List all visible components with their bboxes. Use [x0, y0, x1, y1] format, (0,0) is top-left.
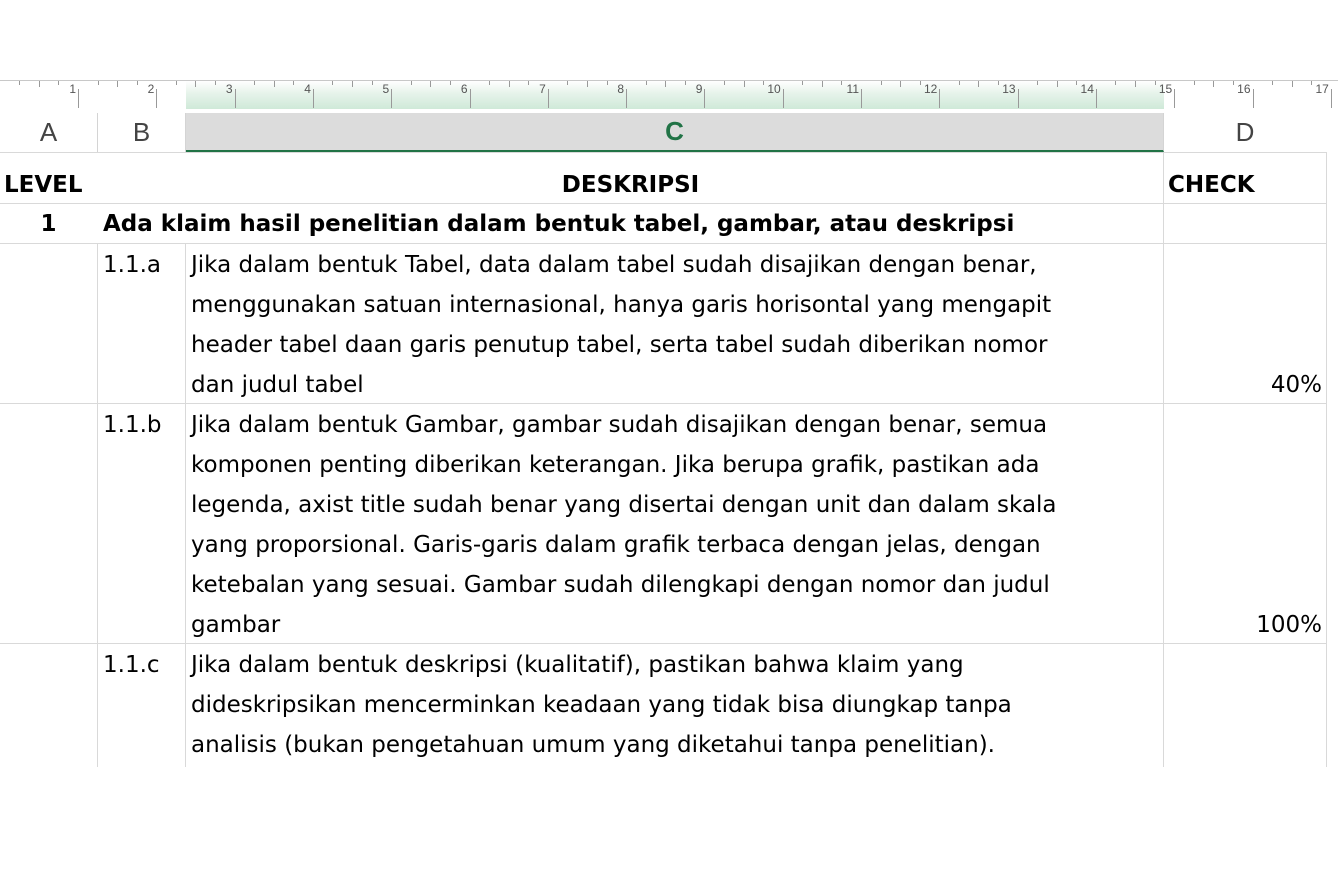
ruler-number: 8 [617, 82, 625, 96]
desc-line: analisis (bukan pengetahuan umum yang diketahui tanpa penelitian). [191, 732, 995, 758]
ruler-number: 9 [695, 82, 703, 96]
ruler-minor-tick [1292, 81, 1293, 87]
grid-line [1326, 152, 1327, 767]
ruler-minor-tick [881, 81, 882, 85]
ruler-minor-tick [763, 81, 764, 85]
header-deskripsi[interactable]: DESKRIPSI [561, 172, 700, 198]
row-desc-1-1-b[interactable] [191, 405, 1057, 645]
ruler-minor-tick [587, 81, 588, 87]
ruler-minor-tick [998, 81, 999, 85]
row-check-1-1-a[interactable]: 40% [1270, 372, 1322, 398]
desc-line: ketebalan yang sesuai. Gambar sudah dilengkapi dengan nomor dan judul [191, 572, 1050, 598]
row-code-1-1-b[interactable]: 1.1.b [103, 412, 162, 438]
row-check-1-1-b[interactable]: 100% [1256, 612, 1322, 638]
ruler-number: 5 [382, 82, 390, 96]
ruler-minor-tick [802, 81, 803, 85]
ruler-minor-tick [920, 81, 921, 85]
column-header-d[interactable] [1164, 113, 1326, 152]
ruler-minor-tick [509, 81, 510, 87]
desc-line: komponen penting diberikan keterangan. Jika berupa grafik, pastikan ada [191, 452, 1040, 478]
ruler-tick [861, 89, 862, 108]
ruler-minor-tick [1155, 81, 1156, 85]
ruler-tick [235, 89, 236, 108]
ruler-tick [783, 89, 784, 108]
ruler-number: 1 [69, 82, 76, 96]
ruler-tick [1253, 89, 1254, 108]
ruler-minor-tick [1213, 81, 1214, 87]
ruler-number: 6 [460, 82, 468, 96]
column-header-label: B [132, 117, 151, 147]
desc-line: dideskripsikan mencerminkan keadaan yang tidak bisa diungkap tanpa [191, 692, 1012, 718]
ruler-minor-tick [646, 81, 647, 85]
ruler-tick [1018, 89, 1019, 108]
ruler-minor-tick [58, 81, 59, 85]
ruler-tick [1331, 89, 1332, 108]
desc-line: header tabel daan garis penutup tabel, serta tabel sudah diberikan nomor [191, 332, 1048, 358]
ruler-minor-tick [822, 81, 823, 87]
ruler-tick [470, 89, 471, 108]
ruler-minor-tick [39, 81, 40, 87]
ruler-minor-tick [1272, 81, 1273, 85]
row-code-1-1-c[interactable]: 1.1.c [103, 652, 160, 678]
ruler-minor-tick [841, 81, 842, 85]
ruler-minor-tick [215, 81, 216, 85]
ruler-minor-tick [411, 81, 412, 85]
ruler-number: 12 [923, 82, 938, 96]
ruler-minor-tick [528, 81, 529, 85]
ruler-minor-tick [724, 81, 725, 85]
ruler-tick [626, 89, 627, 108]
column-header-label: A [39, 117, 58, 147]
desc-line: gambar [191, 612, 281, 638]
ruler-tick [939, 89, 940, 108]
desc-line: Jika dalam bentuk Gambar, gambar sudah disajikan dengan benar, semua [191, 412, 1048, 438]
grid-line [185, 243, 186, 767]
ruler-number: 10 [767, 82, 781, 96]
ruler-minor-tick [176, 81, 177, 85]
ruler-minor-tick [607, 81, 608, 85]
ruler-tick [391, 89, 392, 108]
desc-line: Jika dalam bentuk deskripsi (kualitatif), pastikan bahwa klaim yang [191, 652, 964, 678]
section-level[interactable]: 1 [40, 211, 57, 237]
ruler-minor-tick [978, 81, 979, 87]
desc-line: legenda, axist title sudah benar yang disertai dengan unit dan dalam skala [191, 492, 1057, 518]
ruler-minor-tick [195, 81, 196, 87]
column-header-label: C [665, 116, 684, 146]
ruler-minor-tick [450, 81, 451, 85]
ruler-minor-tick [900, 81, 901, 87]
ruler-minor-tick [332, 81, 333, 85]
ruler-minor-tick [1194, 81, 1195, 85]
ruler-minor-tick [1311, 81, 1312, 85]
row-desc-1-1-c[interactable] [191, 645, 1012, 765]
ruler-minor-tick [1057, 81, 1058, 87]
ruler-tick [1174, 89, 1175, 108]
row-desc-1-1-a[interactable] [191, 245, 1051, 405]
ruler-number: 16 [1237, 82, 1251, 96]
ruler-minor-tick [19, 81, 20, 85]
ruler-minor-tick [665, 81, 666, 87]
ruler-number: 14 [1080, 82, 1094, 96]
desc-line: Jika dalam bentuk Tabel, data dalam tabel sudah disajikan dengan benar, [191, 252, 1037, 278]
grid-line [97, 243, 98, 767]
ruler-minor-tick [1076, 81, 1077, 85]
header-level[interactable]: LEVEL [4, 172, 83, 198]
ruler-tick [704, 89, 705, 108]
ruler-minor-tick [117, 81, 118, 87]
ruler-tick [156, 89, 157, 108]
ruler-number: 2 [147, 82, 155, 96]
grid-line [1163, 152, 1164, 767]
ruler-number: 13 [1002, 82, 1016, 96]
ruler-minor-tick [959, 81, 960, 85]
ruler-tick [1096, 89, 1097, 108]
ruler-minor-tick [98, 81, 99, 85]
ruler-minor-tick [567, 81, 568, 85]
grid-line [0, 152, 1326, 153]
ruler-tick [313, 89, 314, 108]
ruler-tick [78, 89, 79, 108]
ruler-number: 17 [1315, 82, 1329, 96]
ruler-number: 3 [225, 82, 233, 96]
ruler-number: 15 [1158, 82, 1173, 96]
ruler-number: 7 [539, 82, 546, 96]
ruler-minor-tick [274, 81, 275, 87]
ruler-minor-tick [489, 81, 490, 85]
desc-line: menggunakan satuan internasional, hanya garis horisontal yang mengapit [191, 292, 1052, 318]
ruler [0, 80, 1338, 109]
section-title[interactable]: Ada klaim hasil penelitian dalam bentuk tabel, gambar, atau deskripsi [103, 211, 1015, 237]
header-check[interactable]: CHECK [1168, 172, 1255, 198]
ruler-minor-tick [137, 81, 138, 85]
ruler-minor-tick [744, 81, 745, 87]
ruler-tick [548, 89, 549, 108]
row-code-1-1-a[interactable]: 1.1.a [103, 252, 161, 278]
column-header-a[interactable] [0, 113, 98, 152]
ruler-minor-tick [1135, 81, 1136, 87]
ruler-number: 4 [304, 82, 311, 96]
ruler-minor-tick [254, 81, 255, 85]
desc-line: dan judul tabel [191, 372, 364, 398]
ruler-minor-tick [1115, 81, 1116, 85]
ruler-minor-tick [293, 81, 294, 85]
ruler-number: 11 [846, 82, 859, 96]
column-header-b[interactable] [98, 113, 186, 152]
desc-line: yang proporsional. Garis-garis dalam grafik terbaca dengan jelas, dengan [191, 532, 1041, 558]
column-header-c[interactable] [186, 113, 1164, 152]
ruler-minor-tick [352, 81, 353, 87]
ruler-minor-tick [372, 81, 373, 85]
ruler-minor-tick [1233, 81, 1234, 85]
column-header-label: D [1235, 117, 1255, 147]
ruler-minor-tick [430, 81, 431, 87]
ruler-minor-tick [1037, 81, 1038, 85]
ruler-minor-tick [685, 81, 686, 85]
